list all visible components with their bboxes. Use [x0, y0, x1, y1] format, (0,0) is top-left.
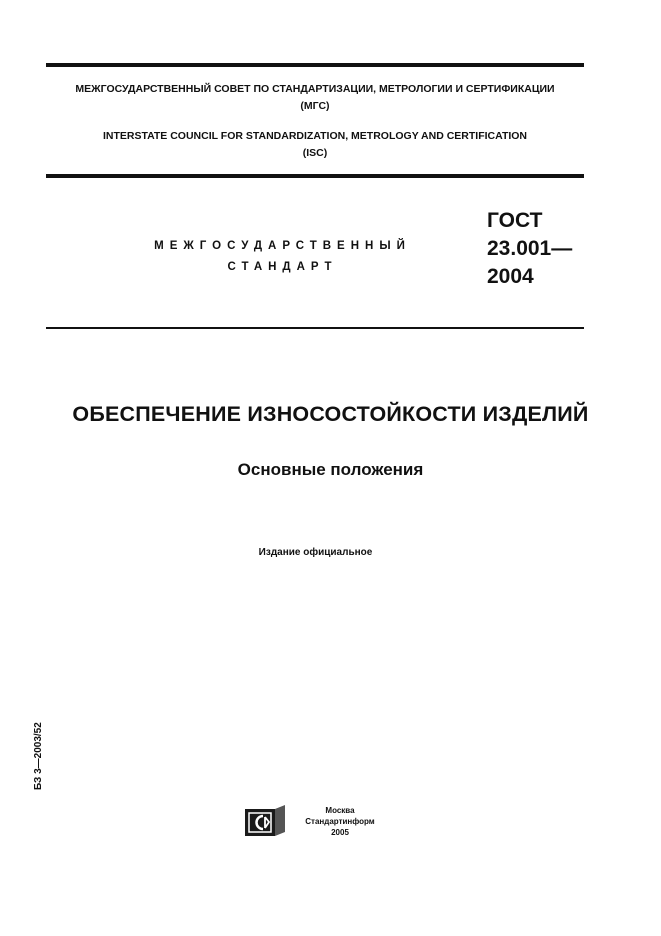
gost-line1: ГОСТ [487, 209, 543, 232]
standard-type-label [140, 236, 425, 278]
council-name-en [46, 128, 584, 162]
document-subtitle: Основные положения [237, 460, 424, 479]
council-en-abbr: (ISC) [302, 147, 328, 159]
council-ru-text: МЕЖГОСУДАРСТВЕННЫЙ СОВЕТ ПО СТАНДАРТИЗАЦИИ, МЕТРОЛОГИИ И СЕРТИФИКАЦИИ [75, 83, 555, 95]
side-catalog-code: БЗ 3—2003/52 [33, 722, 44, 790]
thin-rule [46, 327, 584, 329]
publisher-name: Стандартинформ [305, 817, 375, 826]
gost-number [487, 207, 572, 291]
publisher-block [296, 805, 384, 838]
edition-note: Издание официальное [258, 547, 373, 558]
council-en-text: INTERSTATE COUNCIL FOR STANDARDIZATION, METROLOGY AND CERTIFICATION [102, 130, 528, 142]
standartinform-logo-icon [245, 805, 285, 837]
middle-rule [46, 174, 584, 178]
standard-label-line2: СТАНДАРТ [227, 261, 338, 273]
council-ru-abbr: (МГС) [300, 100, 330, 112]
publisher-city: Москва [325, 806, 355, 815]
gost-line2: 23.001— [487, 237, 573, 260]
document-title: ОБЕСПЕЧЕНИЕ ИЗНОСОСТОЙКОСТИ ИЗДЕЛИЙ [72, 402, 589, 426]
council-name-ru [46, 81, 584, 115]
gost-line3: 2004 [487, 265, 534, 288]
publisher-year: 2005 [331, 828, 349, 837]
top-rule [46, 63, 584, 67]
standard-label-line1: МЕЖГОСУДАРСТВЕННЫЙ [154, 240, 411, 252]
